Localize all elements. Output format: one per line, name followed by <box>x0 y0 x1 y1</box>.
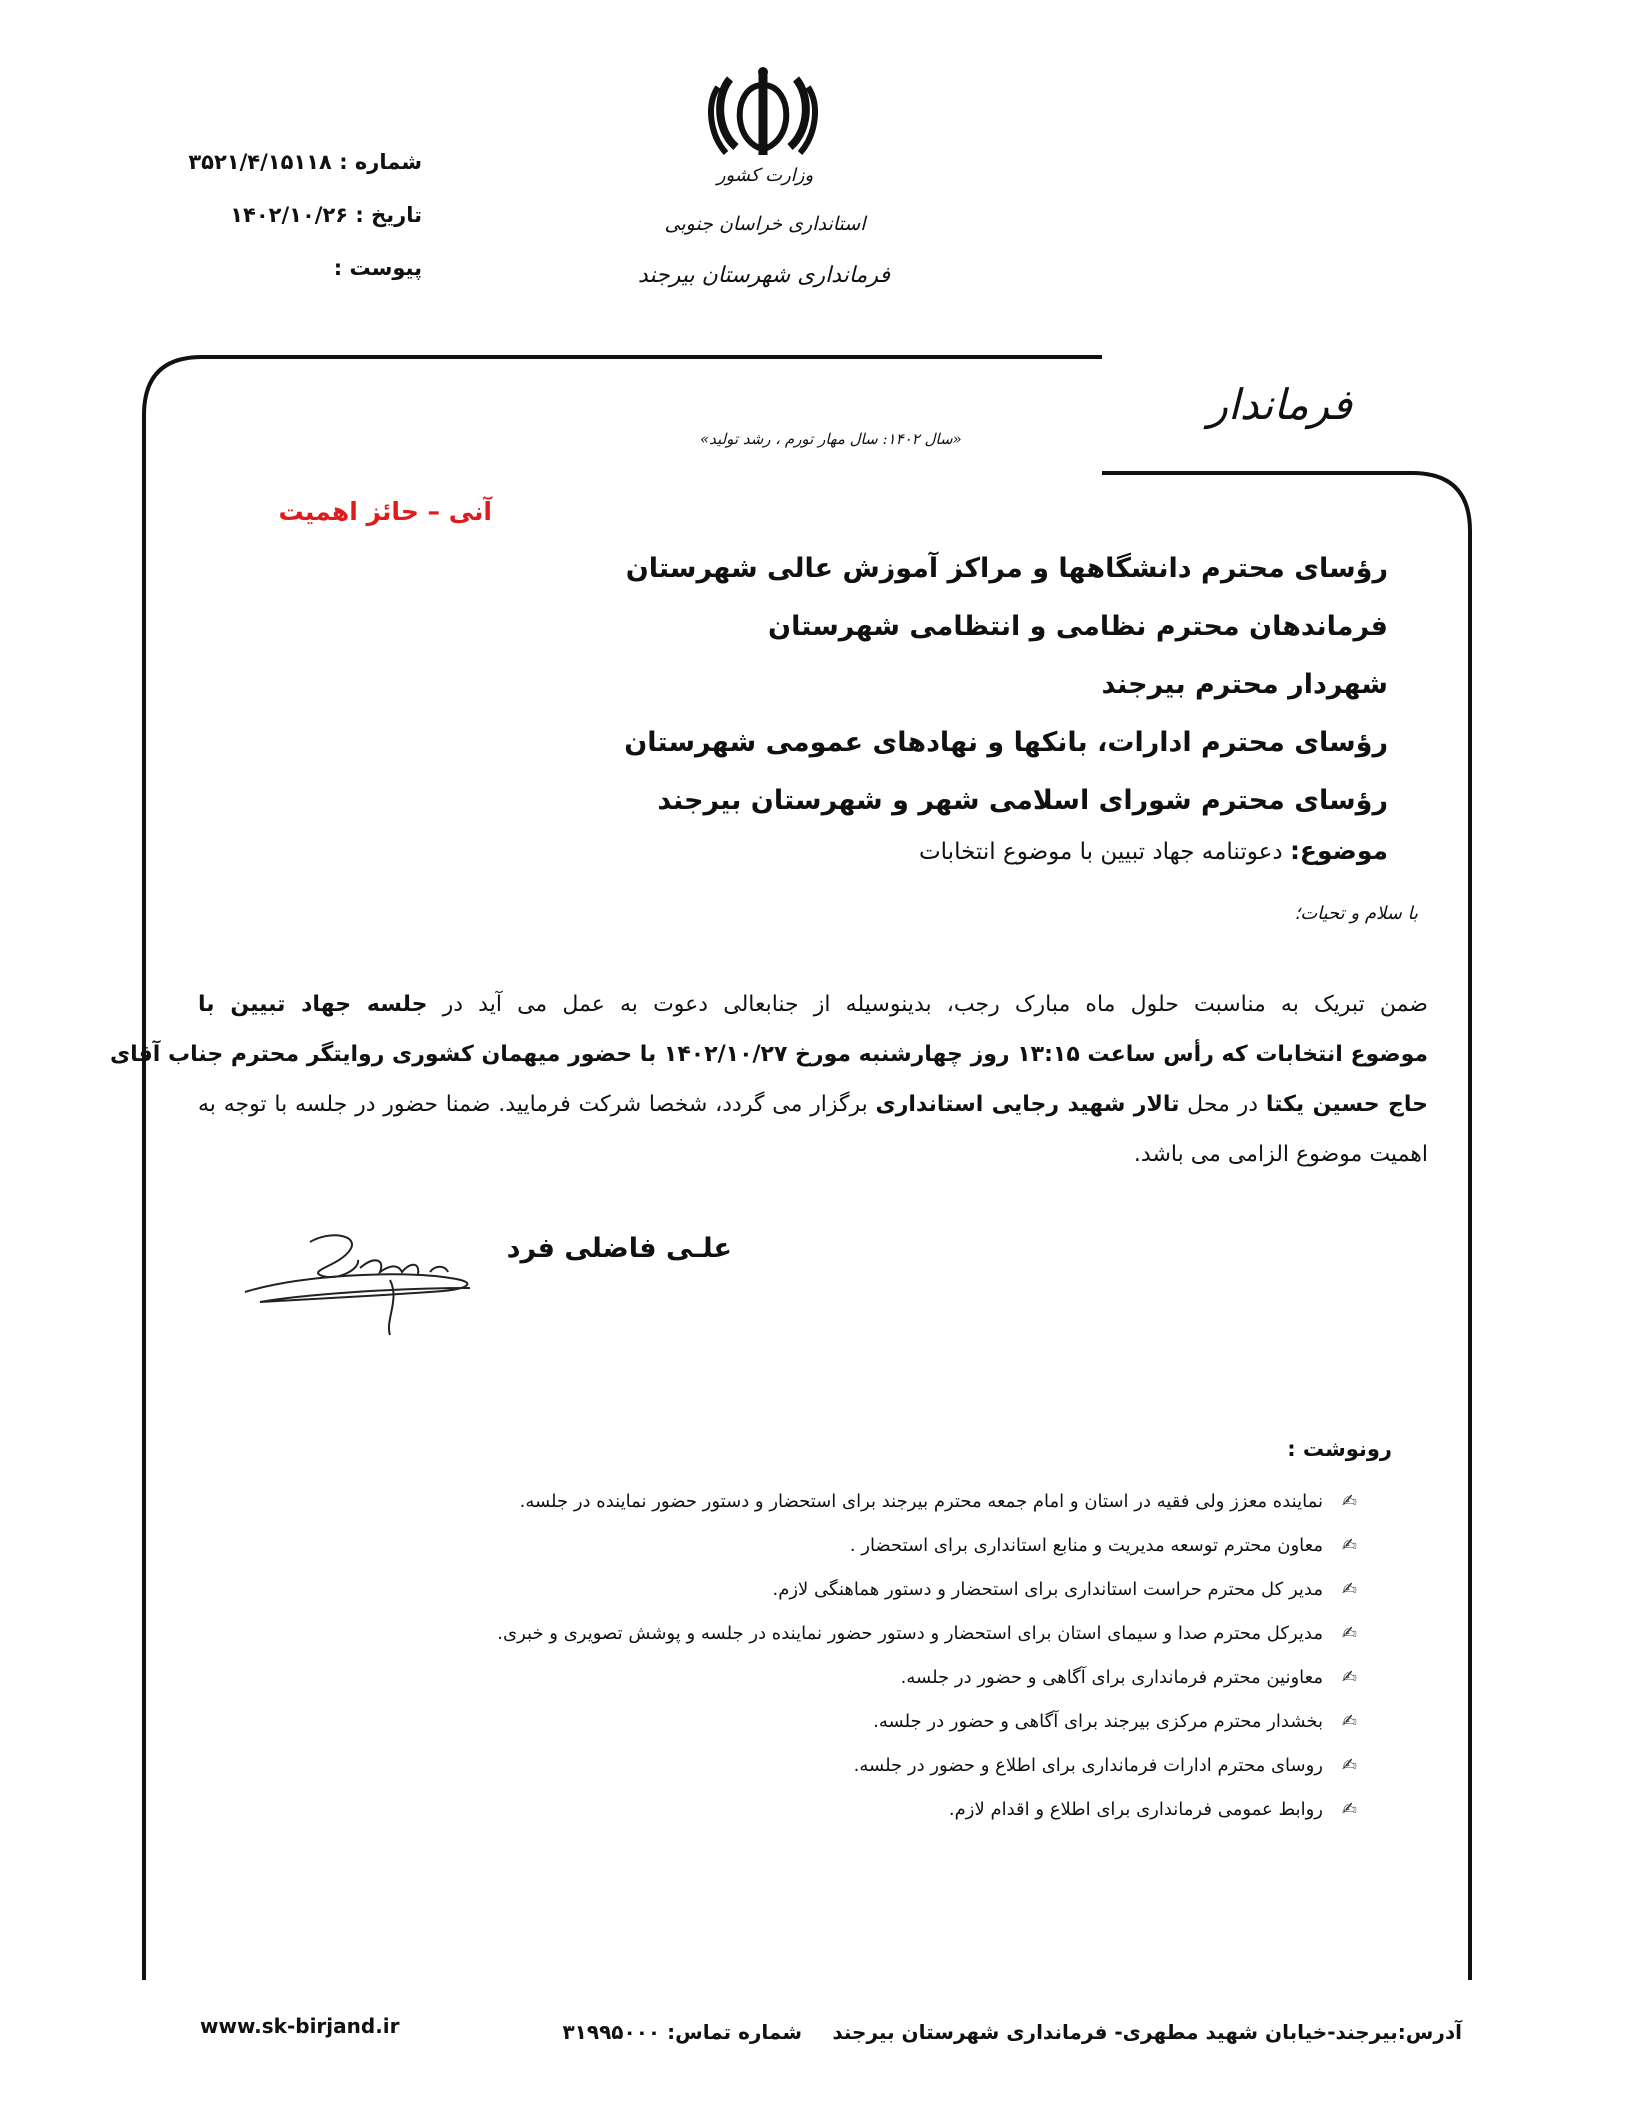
ministry-line-3: فرمانداری شهرستان بیرجند <box>637 263 890 288</box>
iran-emblem-icon <box>708 65 818 165</box>
recipient-item: رؤسای محترم دانشگاهها و مراکز آموزش عالی شهرستان <box>625 553 1388 584</box>
body-line-3: حاج حسین یکتا در محل تالار شهید رجایی استانداری برگزار می گردد، شخصا شرکت فرمایید. ضمنا حضور در جلسه با توجه به <box>198 1092 1429 1117</box>
urgency-label: آنی – حائز اهمیت <box>278 497 492 526</box>
signer-name: علـی فاضلی فرد <box>506 1233 732 1264</box>
cc-item: ✍ نماینده معزز ولی فقیه در استان و امام جمعه محترم بیرجند برای استحضار و دستور حضور نماینده در جلسه. <box>497 1480 1357 1524</box>
phone-label: شماره تماس: <box>667 2020 802 2044</box>
cc-item: ✍ بخشدار محترم مرکزی بیرجند برای آگاهی و حضور در جلسه. <box>497 1700 1357 1744</box>
date-label: تاریخ : <box>355 203 422 227</box>
footer-address: آدرس:بیرجند-خیابان شهید مطهری- فرمانداری شهرستان بیرجند <box>832 2020 1462 2044</box>
subject-text: دعوتنامه جهاد تبیین با موضوع انتخابات <box>919 839 1283 865</box>
body-line-4: اهمیت موضوع الزامی می باشد. <box>1133 1142 1428 1167</box>
subject-label: موضوع: <box>1289 836 1388 865</box>
cc-title: رونوشت : <box>1287 1437 1392 1461</box>
pen-writing-hand-icon: ✍ <box>1341 1667 1357 1688</box>
body-line-2: موضوع انتخابات که رأس ساعت ۱۳:۱۵ روز چهارشنبه مورخ ۱۴۰۲/۱۰/۲۷ با حضور میهمان کشوری روایتگر محترم جناب آقای <box>109 1042 1428 1067</box>
attachment-label: پیوست : <box>333 256 422 280</box>
ministry-line-1: وزارت کشور <box>716 165 814 186</box>
cc-item: ✍ معاون محترم توسعه مدیریت و منابع استانداری برای استحضار . <box>497 1524 1357 1568</box>
letter-number <box>188 150 422 174</box>
cc-item: ✍ مدیرکل محترم صدا و سیمای استان برای استحضار و دستور حضور نماینده در جلسه و پوشش تصویری و خبری. <box>497 1612 1357 1656</box>
date-value: ۱۴۰۲/۱۰/۲۶ <box>230 203 349 227</box>
pen-writing-hand-icon: ✍ <box>1341 1799 1357 1820</box>
subject-line <box>919 836 1388 865</box>
cc-item: ✍ روابط عمومی فرمانداری برای اطلاع و اقدام لازم. <box>497 1788 1357 1832</box>
ministry-line-2: استانداری خراسان جنوبی <box>664 213 866 235</box>
letter-date <box>230 203 422 227</box>
pen-writing-hand-icon: ✍ <box>1341 1579 1357 1600</box>
letter-attachment <box>334 256 422 280</box>
recipient-item: فرماندهان محترم نظامی و انتظامی شهرستان <box>768 611 1388 642</box>
number-value: ۳۵۲۱/۴/۱۵۱۱۸ <box>188 150 332 174</box>
letterhead-title: فرماندار <box>1207 380 1352 429</box>
phone-value: ۳۱۹۹۵۰۰۰ <box>562 2020 661 2044</box>
cc-item: ✍ روسای محترم ادارات فرمانداری برای اطلاع و حضور در جلسه. <box>497 1744 1357 1788</box>
pen-writing-hand-icon: ✍ <box>1341 1623 1357 1644</box>
recipient-item: رؤسای محترم شورای اسلامی شهر و شهرستان بیرجند <box>657 785 1388 816</box>
pen-writing-hand-icon: ✍ <box>1341 1755 1357 1776</box>
cc-list <box>497 1480 1357 1832</box>
footer-website[interactable]: www.sk-birjand.ir <box>200 2014 400 2038</box>
cc-item: ✍ معاونین محترم فرمانداری برای آگاهی و حضور در جلسه. <box>497 1656 1357 1700</box>
pen-writing-hand-icon: ✍ <box>1341 1711 1357 1732</box>
number-label: شماره : <box>339 150 422 174</box>
year-slogan: «سال ۱۴۰۲: سال مهار تورم ، رشد تولید» <box>700 430 962 448</box>
recipient-item: شهردار محترم بیرجند <box>1101 669 1388 700</box>
handwritten-signature <box>240 1220 540 1340</box>
pen-writing-hand-icon: ✍ <box>1341 1535 1357 1556</box>
body-line-1: ضمن تبریک به مناسبت حلول ماه مبارک رجب، بدینوسیله از جنابعالی دعوت به عمل می آید در جلسه جهاد تبیین با <box>198 992 1428 1017</box>
greeting: با سلام و تحیات؛ <box>1294 903 1418 924</box>
recipient-item: رؤسای محترم ادارات، بانکها و نهادهای عمومی شهرستان <box>624 727 1388 758</box>
footer-phone <box>562 2020 802 2044</box>
recipients-list <box>388 540 1388 830</box>
cc-item: ✍ مدیر کل محترم حراست استانداری برای استحضار و دستور هماهنگی لازم. <box>497 1568 1357 1612</box>
body-paragraph <box>109 980 1429 1180</box>
pen-writing-hand-icon: ✍ <box>1341 1491 1357 1512</box>
